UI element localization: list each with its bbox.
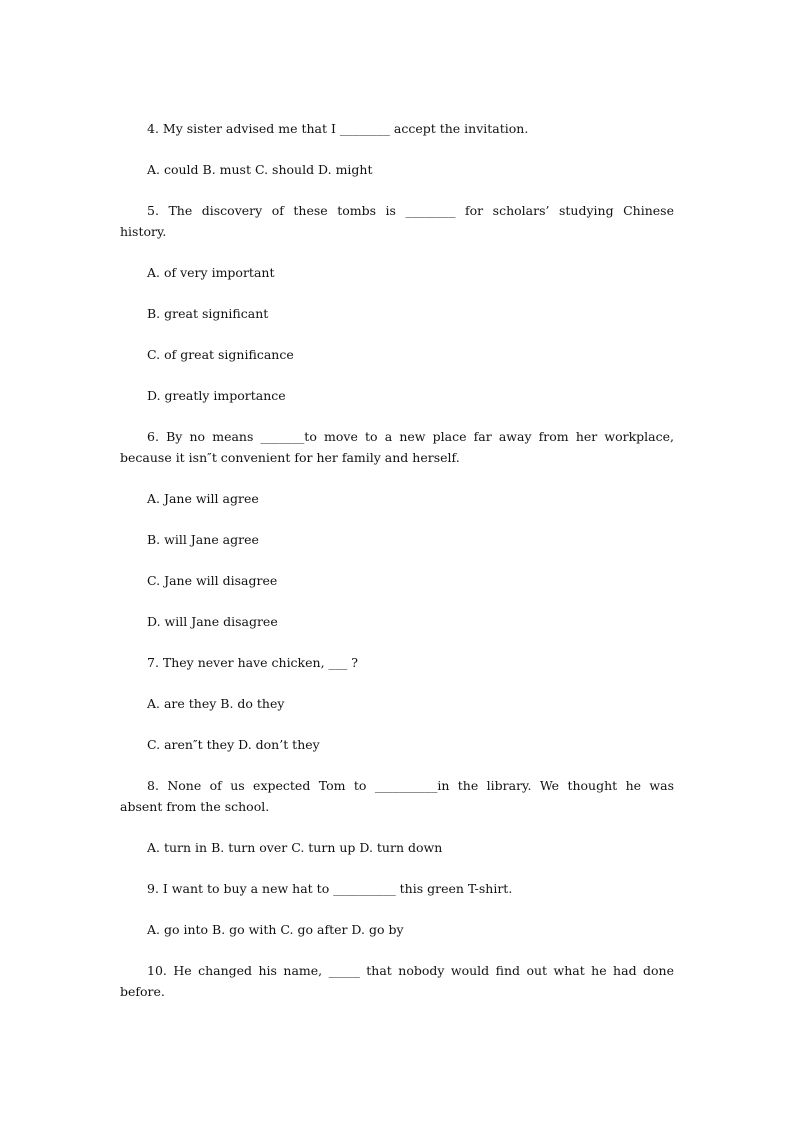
question-6-option-a: A. Jane will agree <box>147 491 259 506</box>
question-5-option-a: A. of very important <box>147 265 275 280</box>
question-5-option-b: B. great significant <box>147 306 269 321</box>
question-10-stem-line2: before. <box>120 984 165 999</box>
question-7-options-line1: A. are they B. do they <box>147 696 285 711</box>
question-7-stem: 7. They never have chicken, ___ ? <box>147 655 358 670</box>
question-5-stem-line1: 5. The discovery of these tombs is ________ for scholars’ studying Chinese <box>147 203 674 218</box>
question-list <box>120 118 674 1002</box>
question-4-stem: 4. My sister advised me that I ________ accept the invitation. <box>147 121 529 136</box>
question-5-option-c: C. of great significance <box>147 347 294 362</box>
question-5-option-d: D. greatly importance <box>147 388 286 403</box>
question-10-stem-line1: 10. He changed his name, _____ that nobody would find out what he had done <box>147 963 674 978</box>
question-9-options: A. go into B. go with C. go after D. go by <box>147 922 404 937</box>
question-6-option-c: C. Jane will disagree <box>147 573 278 588</box>
question-6-option-b: B. will Jane agree <box>147 532 259 547</box>
question-5-stem-line2: history. <box>120 224 167 239</box>
question-6-stem-line1: 6. By no means _______to move to a new place far away from her workplace, <box>147 429 674 444</box>
question-6-stem-line2: because it isn″t convenient for her family and herself. <box>120 450 460 465</box>
question-9-stem: 9. I want to buy a new hat to __________ this green T-shirt. <box>147 881 513 896</box>
question-8-stem-line1: 8. None of us expected Tom to __________in the library. We thought he was <box>147 778 674 793</box>
question-6-option-d: D. will Jane disagree <box>147 614 278 629</box>
question-7-options-line2: C. aren″t they D. don’t they <box>147 737 320 752</box>
question-8-options: A. turn in B. turn over C. turn up D. turn down <box>147 840 443 855</box>
question-8-stem-line2: absent from the school. <box>120 799 270 814</box>
question-4-options: A. could B. must C. should D. might <box>147 162 373 177</box>
